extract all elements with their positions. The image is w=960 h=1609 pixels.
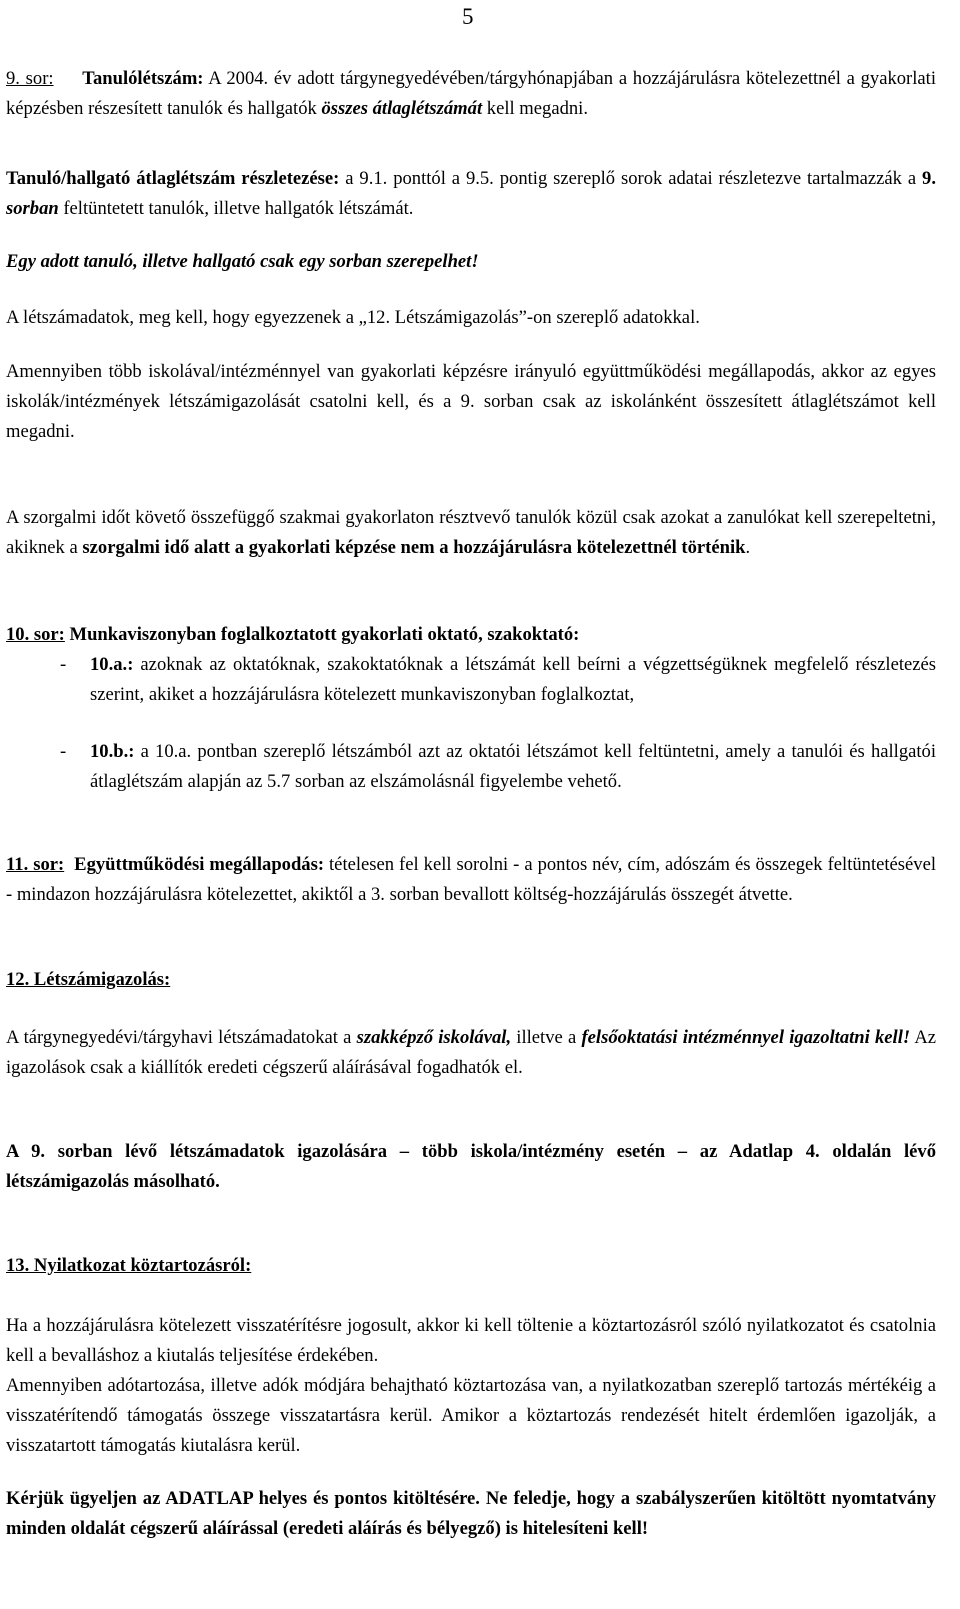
match-note: A létszámadatok, meg kell, hogy egyezzenek a „12. Létszámigazolás”-on szereplő adatokkal. — [6, 307, 700, 328]
section-9-paragraph: 9. sor: Tanulólétszám: A 2004. év adott tárgynegyedévében/tárgyhónapjában a hozzájárulásra kötelezettnél a gyakorlati képzésben részesített tanulók és hallgatók összes átlaglétszámát kell megadni. — [6, 68, 937, 119]
section-9-title: Tanulólétszám: — [82, 68, 204, 89]
section-12-bold-note: A 9. sorban lévő létszámadatok igazolására – több iskola/intézmény esetén – az Adatlap 4. oldalán lévő létszámigazolás másolható. — [6, 1141, 936, 1192]
szorgalmi-paragraph: A szorgalmi időt követő összefüggő szakmai gyakorlaton résztvevő tanulók közül csak azokat a zanulókat kell szerepeltetni, akiknek a szorgalmi idő alatt a gyakorlati képzése nem a hozzájárulásra kötelezettnél történik. — [6, 507, 936, 558]
multi-school-paragraph: Amennyiben több iskolával/intézménnyel van gyakorlati képzésre irányuló együttműködési megállapodás, akkor az egyes iskolák/intézmények létszámigazolását csatolni kell, és a 9. sorban csak az iskolánként összesített átlaglétszámot kell megadni. — [6, 361, 936, 442]
section-12-emphasis-1: szakképző iskolával, — [356, 1027, 512, 1048]
section-10a-label: 10.a.: — [90, 654, 134, 675]
section-9-label: 9. sor: — [6, 68, 54, 89]
section-13-paragraph-2: Amennyiben adótartozása, illetve adók módjára behajtható köztartozása van, a nyilatkozatban szereplő tartozás mértékéig a visszatérítendő támogatás összege visszatartásra kerül. Amikor a köztartozás rendezését hitelt érdemlően igazolják, a visszatartott támogatás kiutalásra kerül. — [6, 1375, 936, 1456]
page-number: 5 — [462, 4, 474, 29]
final-notice: Kérjük ügyeljen az ADATLAP helyes és pontos kitöltésére. Ne feledje, hogy a szabályszerűen kitöltött nyomtatvány minden oldalát cégszerű aláírással (eredeti aláírás és bélyegző) is hitelesíteni kell! — [6, 1488, 936, 1539]
section-10-title: Munkaviszonyban foglalkoztatott gyakorlati oktató, szakoktató: — [64, 624, 580, 645]
section-10a-item: - 10.a.: azoknak az oktatóknak, szakoktatóknak a létszámát kell beírni a végzettségüknek megfelelő részletezés szerint, akiket a hozzájárulásra kötelezett munkaviszonyban foglalkoztat, — [60, 654, 936, 705]
detail-paragraph: Tanuló/hallgató átlaglétszám részletezése: a 9.1. ponttól a 9.5. pontig szereplő sorok adatai részletezve tartalmazzák a 9. sorban feltüntetett tanulók, illetve hallgatók létszámát. — [6, 168, 936, 219]
section-10b-item: - 10.b.: a 10.a. pontban szereplő létszámból azt az oktatói létszámot kell feltüntetni, amely a tanulói és hallgatói átlaglétszám alapján az 5.7 sorban az elszámolásnál figyelembe vehető. — [60, 741, 936, 792]
section-10-heading — [6, 620, 936, 650]
section-9-emphasis: összes átlaglétszámát — [321, 98, 483, 119]
section-10b-label: 10.b.: — [90, 741, 135, 762]
section-10-label: 10. sor: — [6, 624, 65, 645]
section-11-label: 11. sor: — [6, 854, 65, 875]
detail-heading: Tanuló/hallgató átlaglétszám részletezése: — [6, 168, 340, 189]
section-13-heading: 13. Nyilatkozat köztartozásról: — [6, 1255, 252, 1276]
szorgalmi-emphasis: szorgalmi idő alatt a gyakorlati képzése nem a hozzájárulásra kötelezettnél történik — [82, 537, 746, 558]
section-11-title: Együttműködési megállapodás: — [69, 854, 325, 875]
section-12-heading: 12. Létszámigazolás: — [6, 969, 171, 990]
section-12-paragraph: A tárgynegyedévi/tárgyhavi létszámadatokat a szakképző iskolával, illetve a felsőoktatási intézménnyel igazoltatni kell! Az igazolások csak a kiállítók eredeti cégszerű aláírásával fogadhatók el. — [6, 1027, 936, 1078]
single-row-note: Egy adott tanuló, illetve hallgató csak egy sorban szerepelhet! — [6, 251, 479, 272]
section-13-paragraph-1: Ha a hozzájárulásra kötelezett visszatérítésre jogosult, akkor ki kell töltenie a köztartozásról szóló nyilatkozatot és csatolnia kell a bevalláshoz a kiutalás teljesítése érdekében. — [6, 1315, 936, 1366]
section-11-paragraph: 11. sor: Együttműködési megállapodás: tételesen fel kell sorolni - a pontos név, cím, adószám és összegek feltüntetésével - mindazon hozzájárulásra kötelezettet, akiktől a 3. sorban bevallott költség-hozzájárulás összegét átvette. — [6, 854, 937, 905]
section-12-emphasis-2: felsőoktatási intézménnyel igazoltatni kell! — [581, 1027, 911, 1048]
